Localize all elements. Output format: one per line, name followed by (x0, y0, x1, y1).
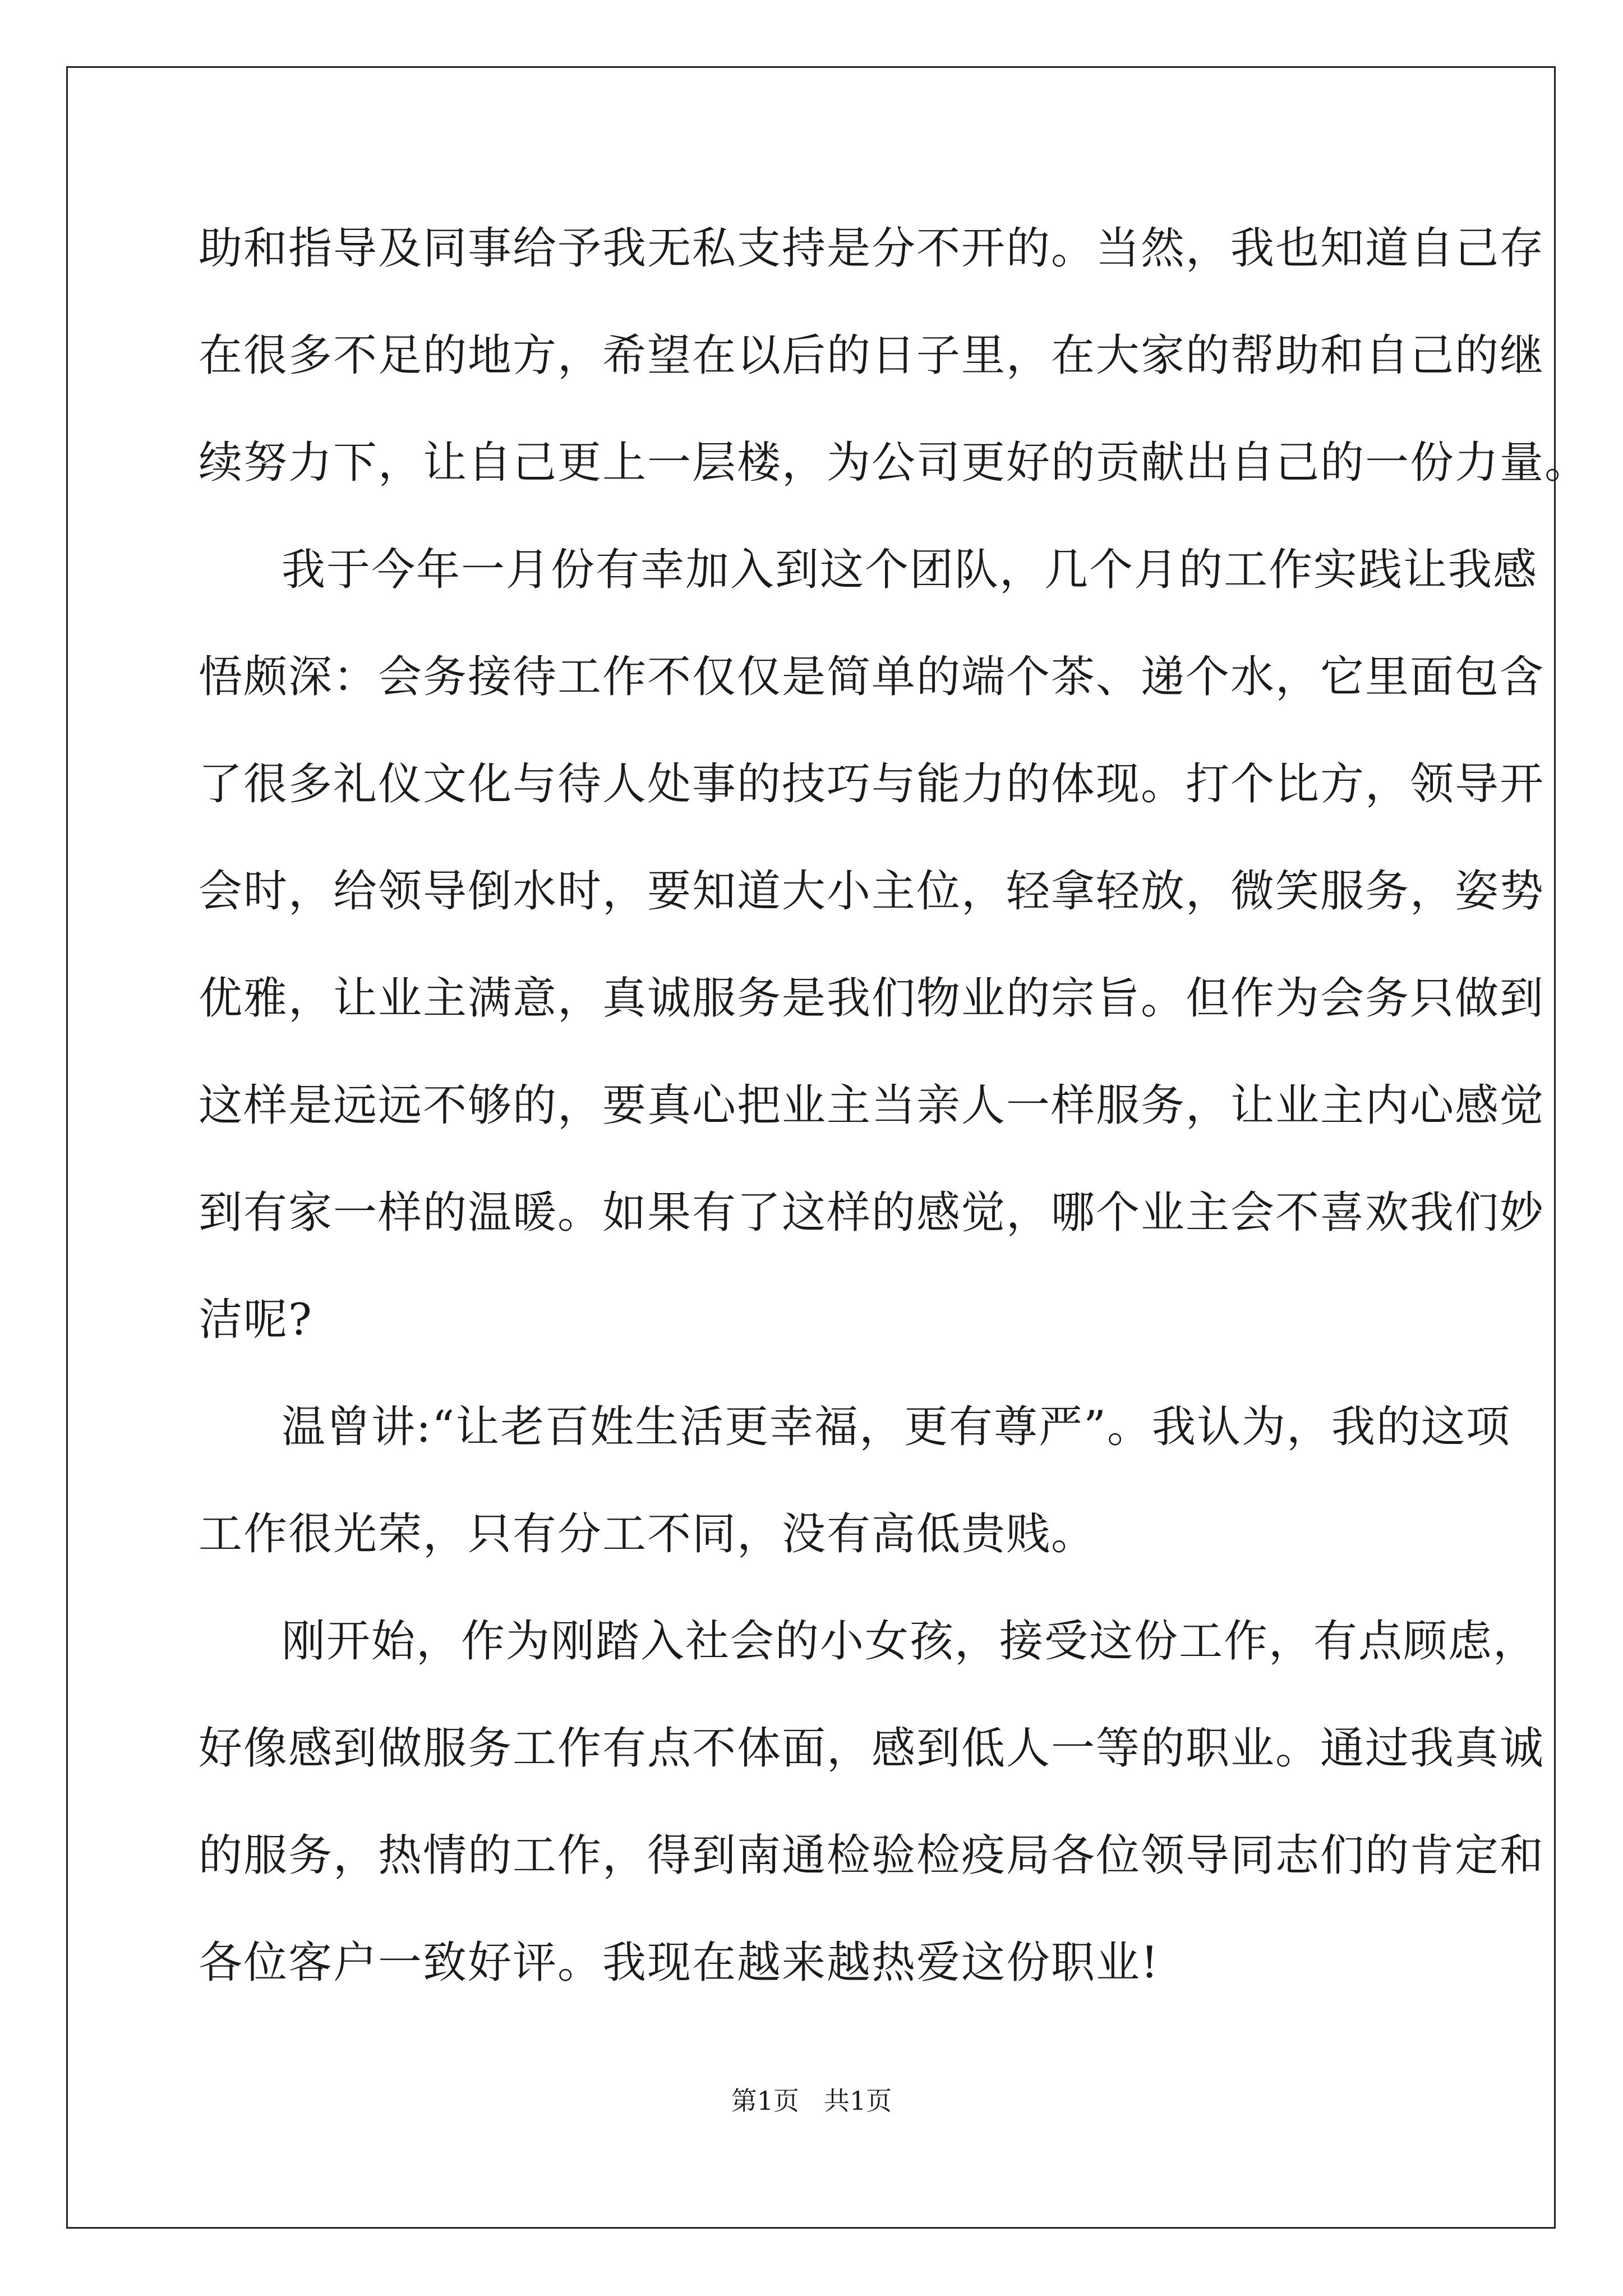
text-line: 在很多不足的地方，希望在以后的日子里，在大家的帮助和自己的继 (199, 330, 1545, 381)
text-line: 这样是远远不够的，要真心把业主当亲人一样服务，让业主内心感觉 (199, 1080, 1545, 1131)
text-line: 洁呢? (199, 1295, 313, 1345)
text-line: 助和指导及同事给予我无私支持是分不开的。当然，我也知道自己存 (199, 223, 1545, 274)
text-line: 到有家一样的温暖。如果有了这样的感觉，哪个业主会不喜欢我们妙 (199, 1188, 1545, 1238)
page-footer (0, 2084, 1623, 2118)
page-total: 共1页 (824, 2086, 892, 2116)
text-line: 的服务，热情的工作，得到南通检验检疫局各位领导同志们的肯定和 (199, 1830, 1545, 1881)
text-line: 温曾讲:“让老百姓生活更幸福，更有尊严”。我认为，我的这项 (282, 1402, 1511, 1452)
text-line: 续努力下，让自己更上一层楼，为公司更好的贡献出自己的一份力量。 (199, 438, 1590, 488)
text-line: 工作很光荣，只有分工不同，没有高低贵贱。 (199, 1509, 1096, 1559)
text-line: 好像感到做服务工作有点不体面，感到低人一等的职业。通过我真诚 (199, 1723, 1545, 1774)
text-line: 刚开始，作为刚踏入社会的小女孩，接受这份工作，有点顾虑， (282, 1616, 1538, 1667)
text-line: 悟颇深：会务接待工作不仅仅是简单的端个茶、递个水，它里面包含 (199, 652, 1545, 702)
text-line: 了很多礼仪文化与待人处事的技巧与能力的体现。打个比方，领导开 (199, 759, 1545, 809)
text-line: 各位客户一致好评。我现在越来越热爱这份职业! (199, 1938, 1160, 1988)
text-line: 优雅，让业主满意，真诚服务是我们物业的宗旨。但作为会务只做到 (199, 973, 1545, 1024)
page-number: 第1页 (731, 2086, 799, 2116)
document-body (199, 215, 1590, 2037)
text-line: 我于今年一月份有幸加入到这个团队，几个月的工作实践让我感 (282, 545, 1538, 595)
text-line: 会时，给领导倒水时，要知道大小主位，轻拿轻放，微笑服务，姿势 (199, 866, 1545, 917)
